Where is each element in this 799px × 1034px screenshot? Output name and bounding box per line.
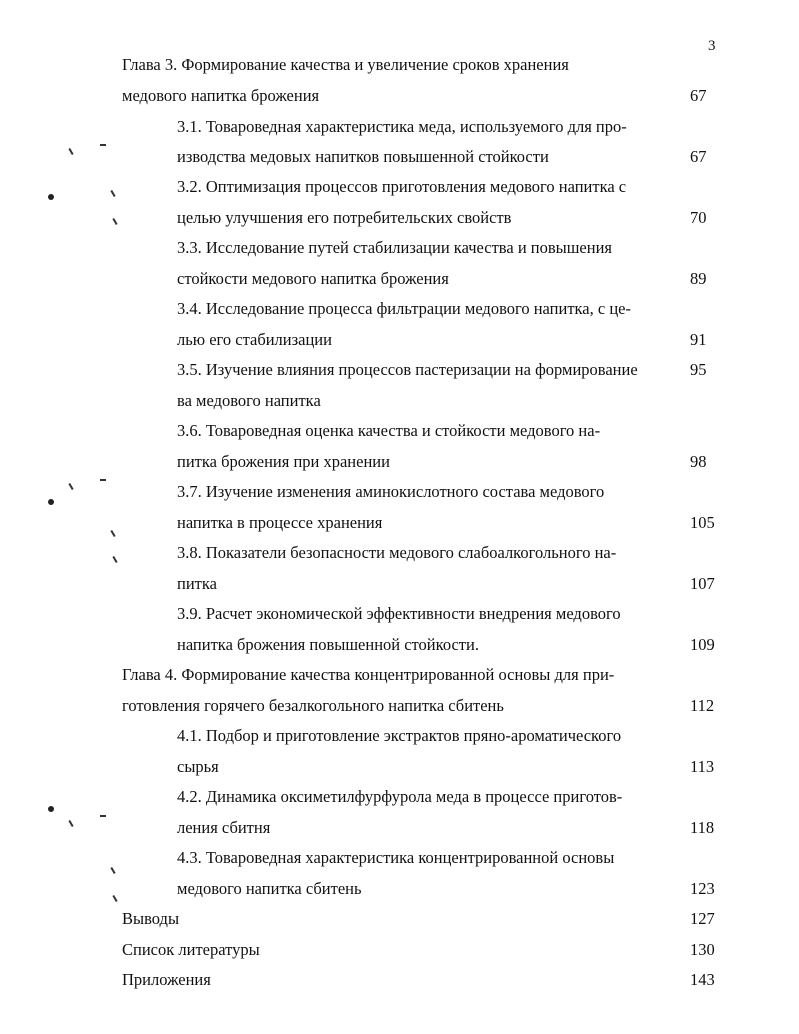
toc-entry-5-line-2: ва медового напитка <box>177 391 321 410</box>
toc-entry-11-line-2: сырья <box>177 757 219 776</box>
toc-entry-7-line-2: напитка в процессе хранения <box>177 513 383 532</box>
toc-entry-12-line-1: 4.2. Динамика оксиметилфурфурола меда в процессе приготов- <box>177 787 623 806</box>
toc-entry-14-line-1: Выводы <box>122 909 180 928</box>
toc-entry-3-page: 89 <box>690 269 707 288</box>
toc-entry-4-line-1: 3.4. Исследование процесса фильтрации медового напитка, с це- <box>177 299 631 318</box>
toc-entry-10-line-1: Глава 4. Формирование качества концентрированной основы для при- <box>122 665 615 684</box>
toc-entry-13-line-2: медового напитка сбитень <box>177 879 362 898</box>
toc-entry-9-page: 109 <box>690 635 715 654</box>
toc-entry-4-line-2: лью его стабилизации <box>177 330 332 349</box>
toc-entry-7-page: 105 <box>690 513 715 532</box>
toc-entry-0-page: 67 <box>690 86 707 105</box>
toc-entry-8-page: 107 <box>690 574 715 593</box>
toc-entry-4-page: 91 <box>690 330 707 349</box>
toc-entry-6-line-2: питка брожения при хранении <box>177 452 390 471</box>
toc-entry-16-page: 143 <box>690 970 715 989</box>
toc-entry-0-line-1: Глава 3. Формирование качества и увеличение сроков хранения <box>122 55 569 74</box>
toc-entry-9-line-2: напитка брожения повышенной стойкости. <box>177 635 479 654</box>
toc-entry-15-page: 130 <box>690 940 715 959</box>
toc-entry-11-line-1: 4.1. Подбор и приготовление экстрактов пряно-ароматического <box>177 726 622 745</box>
toc-entry-6-page: 98 <box>690 452 707 471</box>
toc-entry-0-line-2: медового напитка брожения <box>122 86 320 105</box>
toc-entry-8-line-2: питка <box>177 574 217 593</box>
toc-entry-12-page: 118 <box>690 818 715 837</box>
toc-entry-13-line-1: 4.3. Товароведная характеристика концентрированной основы <box>177 848 615 867</box>
toc-entry-1-page: 67 <box>690 147 707 166</box>
toc-entry-14-page: 127 <box>690 909 715 928</box>
toc-entry-5-line-1: 3.5. Изучение влияния процессов пастеризации на формирование <box>177 360 638 379</box>
toc-entry-10-page: 112 <box>690 696 715 715</box>
toc-entry-3-line-1: 3.3. Исследование путей стабилизации качества и повышения <box>177 238 613 257</box>
toc-entry-16-line-1: Приложения <box>122 970 211 989</box>
toc-entry-10-line-2: готовления горячего безалкогольного напитка сбитень <box>122 696 504 715</box>
toc-entry-9-line-1: 3.9. Расчет экономической эффективности внедрения медового <box>177 604 621 623</box>
scan-speck <box>48 499 54 505</box>
toc-entry-2-line-1: 3.2. Оптимизация процессов приготовления медового напитка с <box>177 177 627 196</box>
scan-mark <box>100 479 106 481</box>
toc-entry-15-line-1: Список литературы <box>122 940 260 959</box>
toc-entry-5-page: 95 <box>690 360 707 379</box>
toc-entry-12-line-2: ления сбитня <box>177 818 271 837</box>
page-number: 3 <box>708 38 716 54</box>
toc-entry-11-page: 113 <box>690 757 715 776</box>
scan-mark <box>100 144 106 146</box>
toc-entry-13-page: 123 <box>690 879 715 898</box>
toc-entry-6-line-1: 3.6. Товароведная оценка качества и стойкости медового на- <box>177 421 601 440</box>
toc-entry-1-line-2: изводства медовых напитков повышенной стойкости <box>177 147 549 166</box>
scan-speck <box>48 806 54 812</box>
toc-entry-1-line-1: 3.1. Товароведная характеристика меда, используемого для про- <box>177 117 627 136</box>
toc-entry-8-line-1: 3.8. Показатели безопасности медового слабоалкогольного на- <box>177 543 617 562</box>
toc-entry-2-line-2: целью улучшения его потребительских свойств <box>177 208 512 227</box>
scan-speck <box>48 194 54 200</box>
toc-entry-2-page: 70 <box>690 208 707 227</box>
scan-mark <box>100 815 106 817</box>
toc-entry-3-line-2: стойкости медового напитка брожения <box>177 269 449 288</box>
toc-entry-7-line-1: 3.7. Изучение изменения аминокислотного состава медового <box>177 482 605 501</box>
